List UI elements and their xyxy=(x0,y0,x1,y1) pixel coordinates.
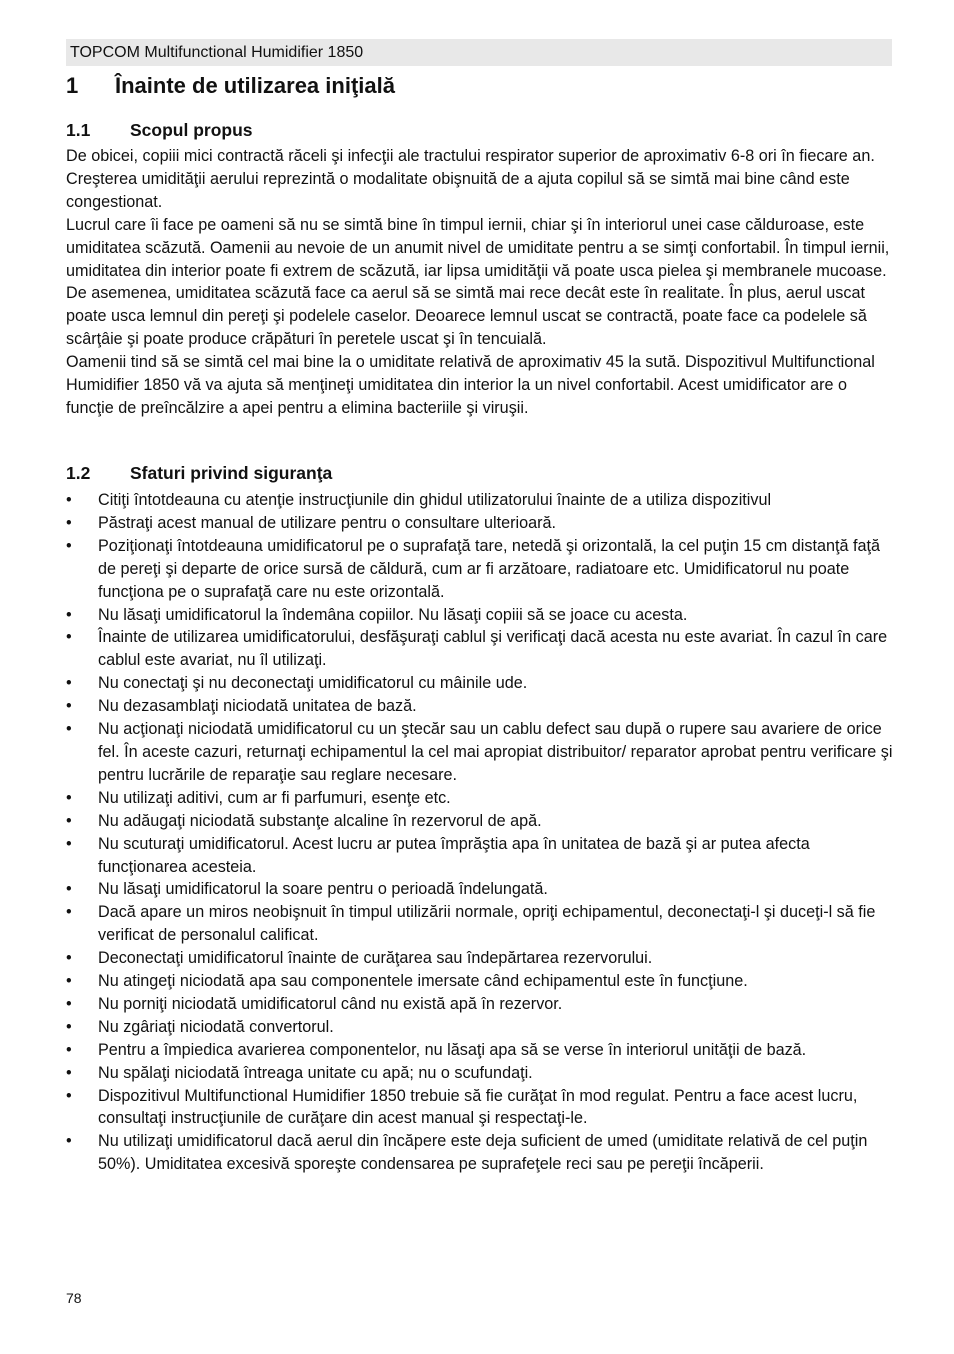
subsection-title: Sfaturi privind siguranţa xyxy=(130,463,333,483)
list-item-text: Nu lăsaţi umidificatorul la soare pentru o perioadă îndelungată. xyxy=(98,880,548,899)
list-item xyxy=(66,695,896,718)
list-item-text: Nu utilizaţi umidificatorul dacă aerul din încăpere este deja suficient de umed (umiditate relativă de cel puţin 50%). Umiditatea excesivă sporeşte condensarea pe suprafeţele reci sau pe pereţii încăperii. xyxy=(98,1132,868,1174)
list-item-text: Poziţionaţi întotdeauna umidificatorul pe o suprafaţă tare, netedă şi orizontală, la cel puţin 15 cm distanţă faţă de pereţi şi departe de orice sursă de căldură, cum ar fi arzătoare, radiatoare etc. Umidificatorul nu poate funcţiona pe o suprafaţă care nu este orizontală. xyxy=(98,536,880,601)
subsection-heading-safety xyxy=(66,462,332,484)
list-item xyxy=(66,1085,896,1131)
list-item xyxy=(66,1130,896,1176)
list-item-text: Nu acţionaţi niciodată umidificatorul cu un ştecăr sau un cablu defect sau după o rupere sau avariere de orice fel. În aceste cazuri, returnaţi echipamentul la cel mai apropiat distribuitor/ reparator aprobat pentru verificare şi pentru lucrările de reparaţie sau reglare necesare. xyxy=(98,720,893,784)
list-item-text: Nu atingeţi niciodată apa sau componentele imersate când echipamentul este în funcţiune. xyxy=(98,972,748,991)
list-item xyxy=(66,787,896,810)
bullet-icon: • xyxy=(66,834,72,853)
bullet-icon: • xyxy=(66,1063,72,1082)
list-item xyxy=(66,1016,896,1039)
list-item xyxy=(66,947,896,970)
list-item xyxy=(66,901,896,947)
list-item xyxy=(66,626,896,672)
paragraph: Lucrul care îi face pe oameni să nu se simtă bine în timpul iernii, chiar şi în interiorul unei case călduroase, este umiditatea scăzută. Oamenii au nevoie de un anumit nivel de umiditate pentru a se simţi confortabil. În timpul iernii, umiditatea din interior poate fi extrem de scăzută, iar lipsa umidităţii vă poate usca pielea şi membranele mucoase. De asemenea, umiditatea scăzută face ca aerul să se simtă mai rece decât este în realitate. În plus, aerul uscat poate usca lemnul din pereţi şi podelele caselor. Deoarece lemnul uscat se contractă, poate face ca podelele să scârţâie şi poate produce crăpături în peretele uscat şi în tencuială. xyxy=(66,215,890,349)
list-item-text: Păstraţi acest manual de utilizare pentru o consultare ulterioară. xyxy=(98,513,556,532)
list-item xyxy=(66,672,896,695)
list-item xyxy=(66,1062,896,1085)
paragraph: De obicei, copiii mici contractă răceli şi infecţii ale tractului respirator superior de aproximativ 6-8 ori în fiecare an. Creşterea umidităţii aerului reprezintă o modalitate obişnuită de a ajuta copilul să se simtă mai bine când este congestionat. xyxy=(66,147,875,211)
bullet-icon: • xyxy=(66,720,72,739)
list-item xyxy=(66,993,896,1016)
list-item xyxy=(66,833,896,879)
bullet-icon: • xyxy=(66,880,72,899)
list-item-text: Nu adăugaţi niciodată substanţe alcaline în rezervorul de apă. xyxy=(98,811,542,830)
bullet-icon: • xyxy=(66,1040,72,1059)
bullet-icon: • xyxy=(66,1132,72,1151)
bullet-icon: • xyxy=(66,536,72,555)
bullet-icon: • xyxy=(66,605,72,624)
paragraph: Oamenii tind să se simtă cel mai bine la o umiditate relativă de aproximativ 45 la sută. Dispozitivul Multifunctional Humidifier 1850 vă va ajuta să menţineţi umiditatea din interior la un nivel confortabil. Acest umidificator are o funcţie de preîncălzire a apei pentru a elimina bacteriile şi viruşii. xyxy=(66,353,875,417)
running-header-title: TOPCOM Multifunctional Humidifier 1850 xyxy=(70,44,364,61)
running-header xyxy=(66,39,892,66)
bullet-icon: • xyxy=(66,697,72,716)
subsection-heading-purpose xyxy=(66,119,253,141)
bullet-icon: • xyxy=(66,994,72,1013)
bullet-icon: • xyxy=(66,811,72,830)
list-item xyxy=(66,970,896,993)
page-number: 78 xyxy=(66,1290,82,1306)
list-item-text: Nu utilizaţi aditivi, cum ar fi parfumuri, esenţe etc. xyxy=(98,788,451,807)
list-item-text: Nu porniţi niciodată umidificatorul când nu există apă în rezervor. xyxy=(98,994,563,1013)
list-item xyxy=(66,810,896,833)
list-item-text: Nu lăsaţi umidificatorul la îndemâna copiilor. Nu lăsaţi copiii să se joace cu acesta. xyxy=(98,605,688,624)
bullet-icon: • xyxy=(66,903,72,922)
list-item-text: Pentru a împiedica avarierea componentelor, nu lăsaţi apa să se verse în interiorul unităţii de bază. xyxy=(98,1040,807,1059)
bullet-icon: • xyxy=(66,1017,72,1036)
subsection-title: Scopul propus xyxy=(130,120,253,140)
bullet-icon: • xyxy=(66,513,72,532)
list-item-text: Citiţi întotdeauna cu atenţie instrucţiunile din ghidul utilizatorului înainte de a utiliza dispozitivul xyxy=(98,491,772,509)
subsection-number: 1.2 xyxy=(66,463,91,483)
list-item-text: Nu spălaţi niciodată întreaga unitate cu apă; nu o scufundaţi. xyxy=(98,1063,533,1082)
bullet-icon: • xyxy=(66,949,72,968)
bullet-icon: • xyxy=(66,1086,72,1105)
list-item xyxy=(66,718,896,787)
list-item-text: Nu conectaţi şi nu deconectaţi umidificatorul cu mâinile ude. xyxy=(98,674,528,693)
list-item xyxy=(66,489,896,512)
bullet-icon: • xyxy=(66,788,72,807)
list-item xyxy=(66,1039,896,1062)
bullet-icon: • xyxy=(66,674,72,693)
list-item xyxy=(66,604,896,627)
list-item-text: Deconectaţi umidificatorul înainte de curăţarea sau îndepărtarea rezervorului. xyxy=(98,949,653,968)
subsection-number: 1.1 xyxy=(66,120,91,140)
list-item-text: Dispozitivul Multifunctional Humidifier 1850 trebuie să fie curăţat în mod regulat. Pentru a face acest lucru, consultaţi instrucţiunile de curăţare din acest manual şi respectaţi-le. xyxy=(98,1086,858,1128)
list-item-text: Nu zgâriaţi niciodată convertorul. xyxy=(98,1017,334,1036)
safety-tips-list xyxy=(66,489,896,1176)
list-item-text: Înainte de utilizarea umidificatorului, desfăşuraţi cablul şi verificaţi dacă acesta nu este avariat. În cazul în care cablul este avariat, nu îl utilizaţi. xyxy=(98,628,888,670)
purpose-body xyxy=(66,145,894,420)
list-item xyxy=(66,878,896,901)
list-item-text: Nu dezasamblaţi niciodată unitatea de bază. xyxy=(98,697,417,716)
bullet-icon: • xyxy=(66,491,72,509)
section-number: 1 xyxy=(66,73,79,98)
bullet-icon: • xyxy=(66,972,72,991)
list-item-text: Nu scuturaţi umidificatorul. Acest lucru ar putea împrăştia apa în unitatea de bază şi ar putea afecta funcţionarea acesteia. xyxy=(98,834,810,876)
section-title: Înainte de utilizarea iniţială xyxy=(115,73,395,98)
list-item xyxy=(66,535,896,604)
section-heading xyxy=(66,72,395,100)
list-item-text: Dacă apare un miros neobişnuit în timpul utilizării normale, opriţi echipamentul, deconectaţi-l şi duceţi-l să fie verificat de personalul calificat. xyxy=(98,903,876,945)
list-item xyxy=(66,512,896,535)
bullet-icon: • xyxy=(66,628,72,647)
